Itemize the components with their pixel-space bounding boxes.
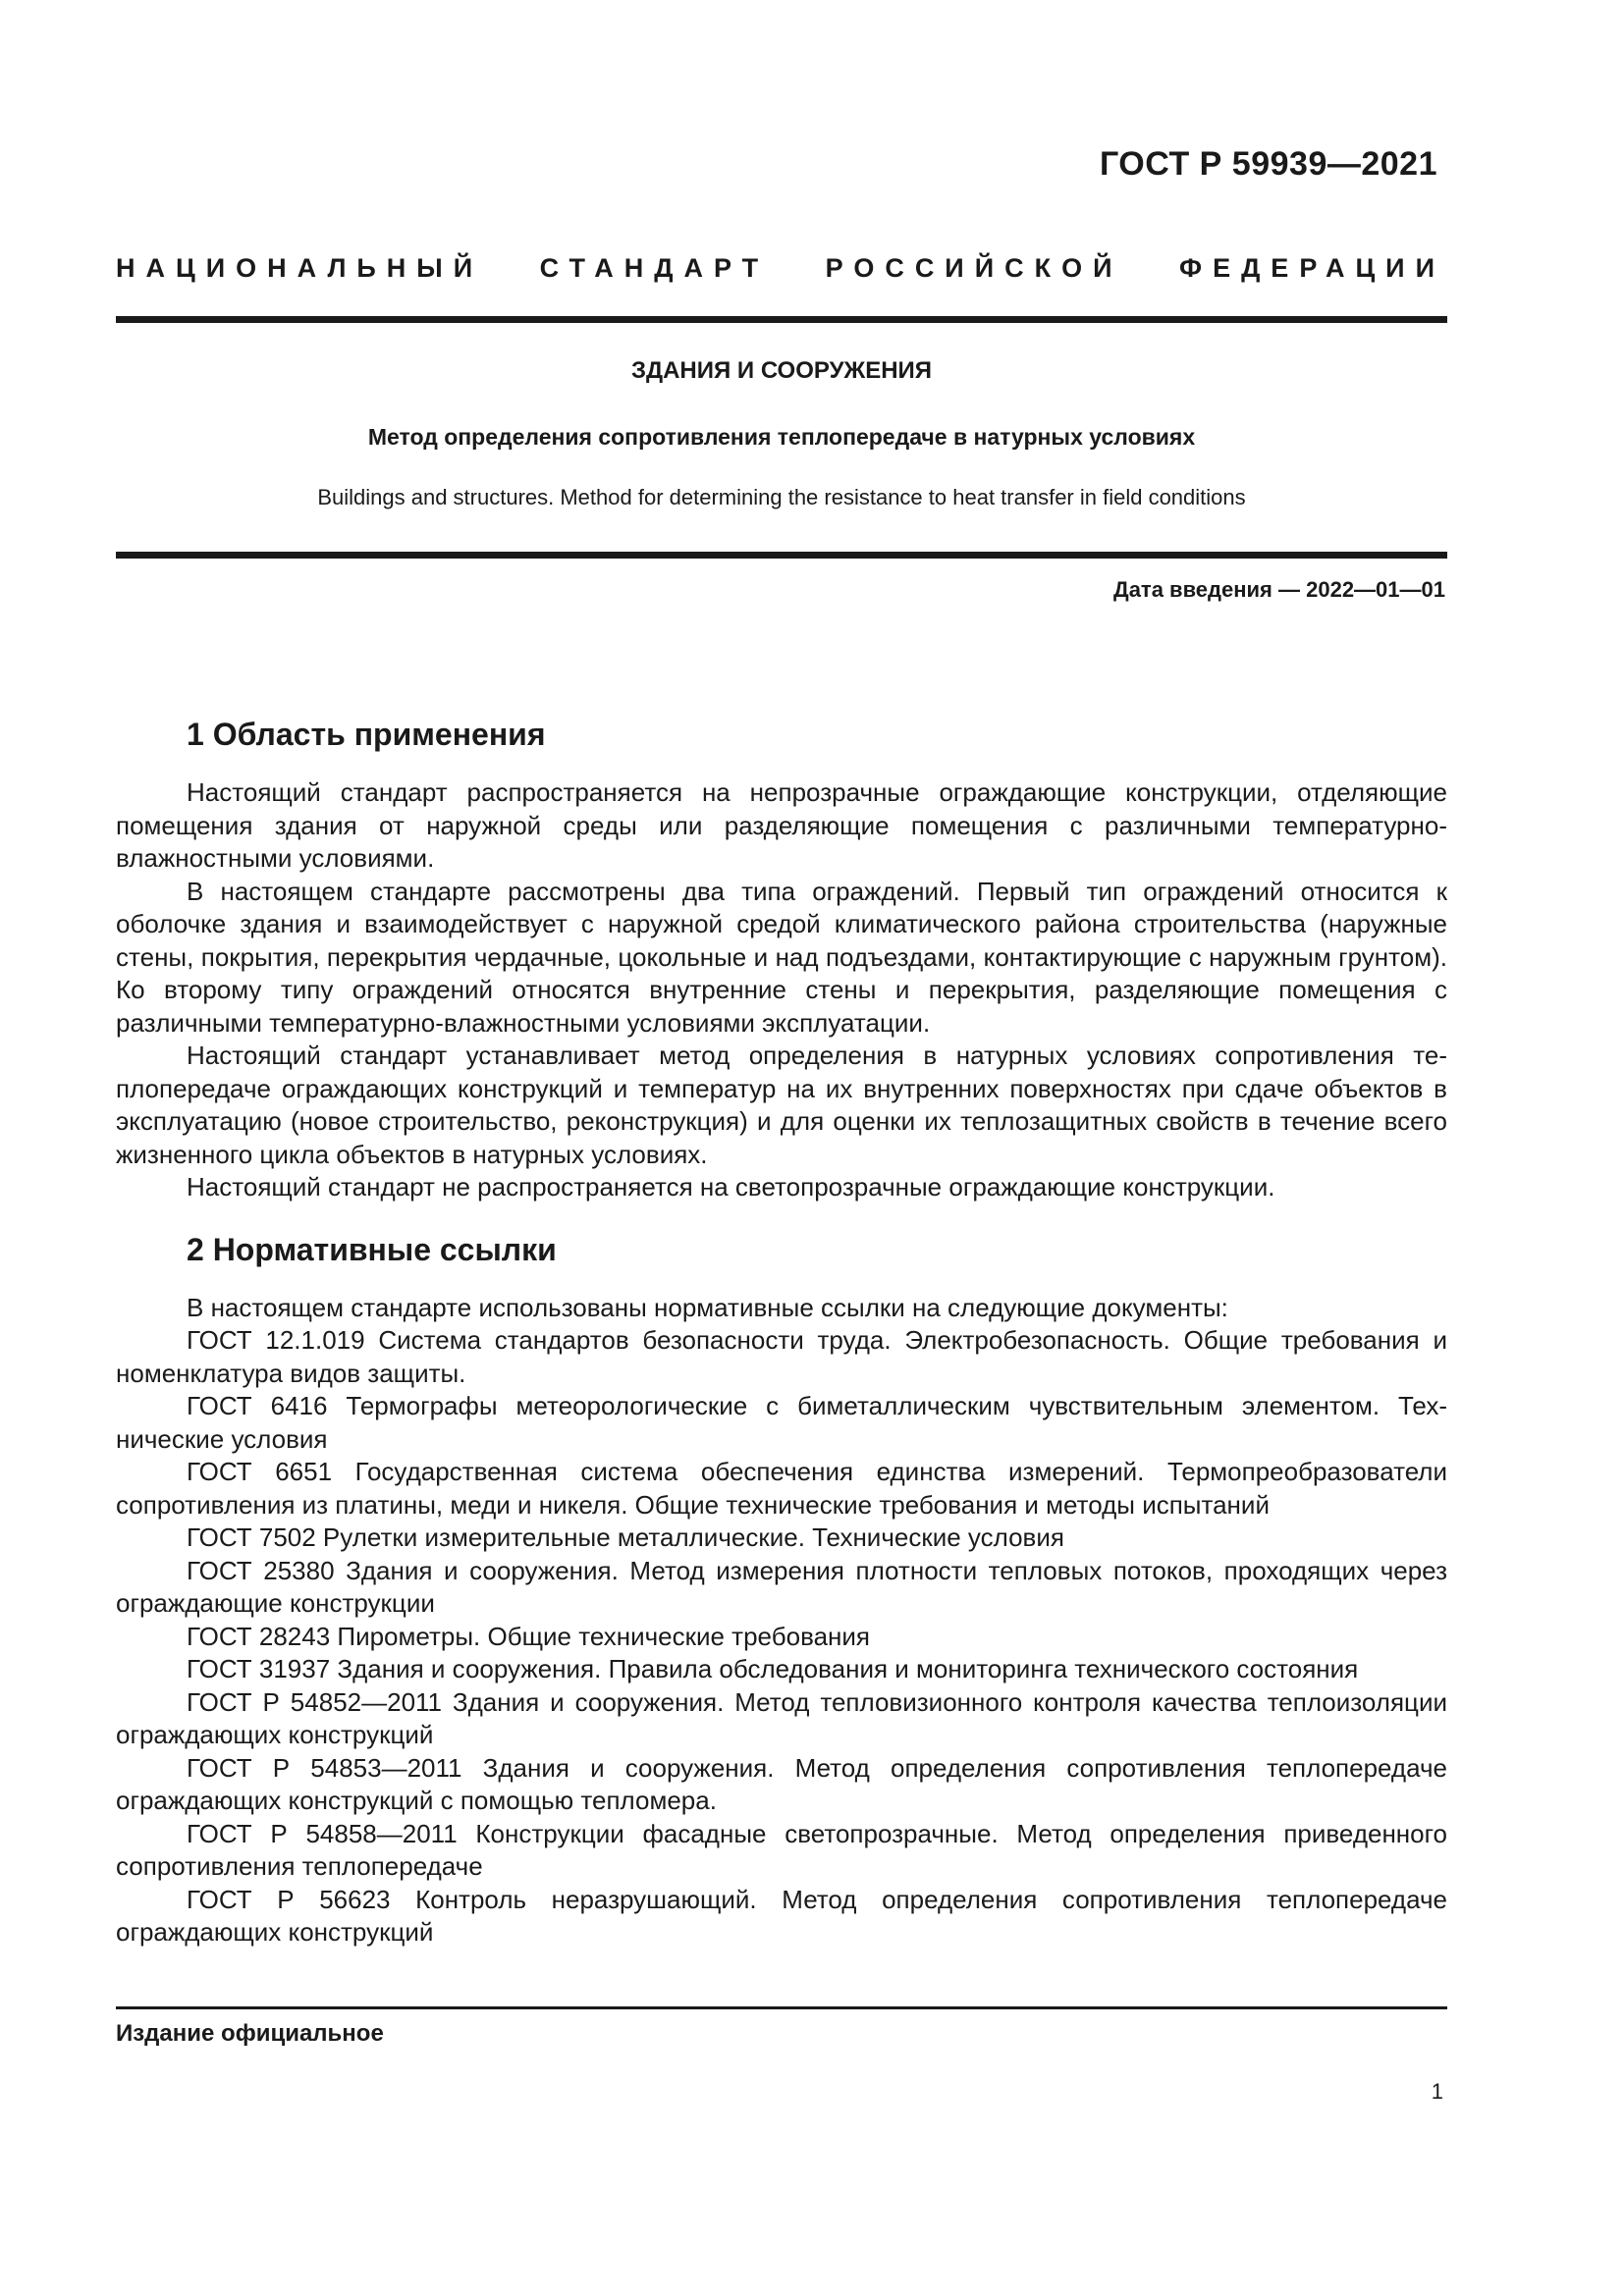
section-1-paragraph: В настоящем стандарте рассмотрены два типа ограждений. Первый тип ограждений относится к оболочке здания и взаимодействует с наружной средой климатического района строительства (наружные стены, покрытия, перекрытия чердачные, цокольные и над подъездами, контактирующие с наружным грунтом). Ко второму типу ограждений относятся внутренние стены и перекрытия, разделяющие помещения с различными температурно-влажностными условиями эксплуатации. bbox=[116, 876, 1447, 1038]
reference-item: ГОСТ Р 56623 Контроль неразрушающий. Метод определения сопротивления теплопередаче ограждающих конструкций bbox=[116, 1884, 1447, 1947]
section-2-heading: 2 Нормативные ссылки bbox=[187, 1231, 557, 1267]
reference-item: ГОСТ 12.1.019 Система стандартов безопасности труда. Электробезопасность. Общие требования и номенклатура видов защиты. bbox=[116, 1325, 1447, 1388]
reference-item: ГОСТ 28243 Пирометры. Общие технические требования bbox=[187, 1621, 871, 1651]
reference-item: ГОСТ 25380 Здания и сооружения. Метод измерения плотности тепловых потоков, проходящих через ограждающие конструкции bbox=[116, 1555, 1447, 1618]
reference-item: ГОСТ 7502 Рулетки измерительные металлические. Технические условия bbox=[187, 1522, 1064, 1552]
bottom-rule bbox=[116, 2006, 1447, 2009]
reference-item: ГОСТ 6651 Государственная система обеспечения единства измерений. Термопреобразователи сопротивления из платины, меди и никеля. Общие технические требования и методы испытаний bbox=[116, 1457, 1447, 1520]
reference-item: ГОСТ Р 54858—2011 Конструкции фасадные светопрозрачные. Метод определения приведенного сопротивления теплопередаче bbox=[116, 1818, 1447, 1881]
reference-item: ГОСТ Р 54852—2011 Здания и сооружения. Метод тепловизионного контроля качества теплоизоляции ограждающих конструкций bbox=[116, 1686, 1447, 1749]
page-number: 1 bbox=[1431, 2079, 1443, 2104]
document-title: ЗДАНИЯ И СООРУЖЕНИЯ bbox=[630, 357, 933, 384]
section-1-heading: 1 Область применения bbox=[187, 717, 546, 752]
reference-item: ГОСТ 6416 Термографы метеорологические с биметаллическим чувствительным элементом. Технические условия bbox=[116, 1391, 1447, 1454]
reference-item: ГОСТ Р 54853—2011 Здания и сооружения. Метод определения сопротивления теплопередаче ограждающих конструкций с помощью тепломера. bbox=[116, 1752, 1447, 1815]
middle-thick-rule bbox=[116, 552, 1447, 559]
top-thick-rule bbox=[116, 316, 1447, 323]
section-1-paragraph: Настоящий стандарт распространяется на непрозрачные ограждающие конструкции, отделяющие помещения здания от наружной среды или разделяющие помещения с различными температурно-влажностными условиями. bbox=[116, 777, 1447, 873]
document-body bbox=[116, 717, 1447, 1949]
introduction-date: Дата введения — 2022—01—01 bbox=[1113, 577, 1445, 602]
official-edition-label: Издание официальное bbox=[116, 2020, 384, 2047]
reference-item: ГОСТ 31937 Здания и сооружения. Правила обследования и мониторинга технического состояния bbox=[187, 1654, 1359, 1683]
section-2-paragraph: В настоящем стандарте использованы нормативные ссылки на следующие документы: bbox=[187, 1292, 1228, 1322]
national-standard-banner: НАЦИОНАЛЬНЫЙ СТАНДАРТ РОССИЙСКОЙ ФЕДЕРАЦИИ bbox=[116, 253, 1445, 283]
standard-number: ГОСТ Р 59939—2021 bbox=[1099, 145, 1437, 183]
document-title-english: Buildings and structures. Method for determining the resistance to heat transfer in field conditions bbox=[317, 485, 1246, 509]
section-1-paragraph: Настоящий стандарт не распространяется на светопрозрачные ограждающие конструкции. bbox=[187, 1172, 1275, 1201]
document-subtitle: Метод определения сопротивления теплопередаче в натурных условиях bbox=[367, 424, 1196, 450]
section-1-paragraph: Настоящий стандарт устанавливает метод определения в натурных условиях сопротивления теплопередаче ограждающих конструкций и температур на их внутренних поверхностях при сдаче объектов в эксплуатацию (новое строительство, реконструкция) и для оценки их теплозащитных свойств в течение всего жизненного цикла объектов в натурных условиях. bbox=[116, 1041, 1447, 1169]
